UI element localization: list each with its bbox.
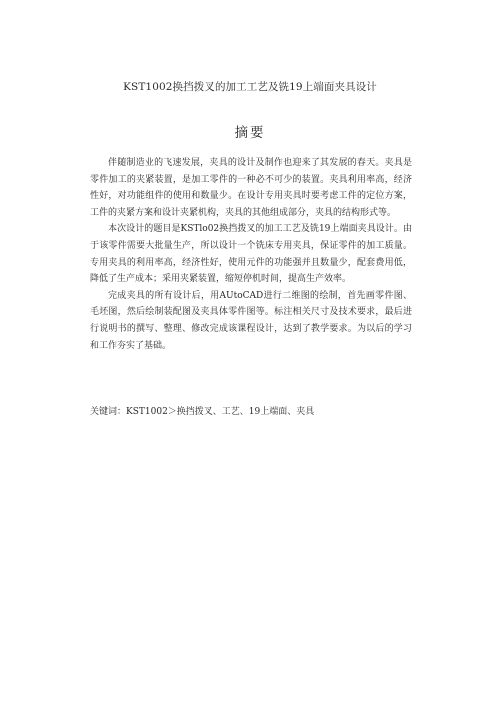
abstract-heading: 摘要 <box>234 125 266 141</box>
abstract-paragraph-3: 完成夹具的所有设计后，用AUtoCAD进行二维图的绘制，首先画零件图、毛坯图，然后绘制装配图及夹具体零件图等。标注相关尺寸及技术要求，最后进行说明书的撰写、整理、修改完成该课程设计，达到了教学要求。为以后的学习和工作夯实了基础。 <box>90 290 412 351</box>
abstract-paragraph-2: 本次设计的题目是KSTlo02换挡拨叉的加工工艺及铣19上端面夹具设计。由于该零件需要大批量生产，所以设计一个铣床专用夹具，保证零件的加工质量。专用夹具的利用率高，经济性好，使用元件的功能强并且数量少，配套费用低，降低了生产成本；采用夹紧装置，缩短停机时间，提高生产效率。 <box>90 224 412 285</box>
document-title: KST1002换挡拨叉的加工工艺及铣19上端面夹具设计 <box>123 81 377 93</box>
keywords-line: 关键词：KST1002＞换挡拨叉、工艺、19上端面、夹具 <box>90 407 315 417</box>
abstract-body <box>90 155 412 354</box>
abstract-paragraph-1: 伴随制造业的飞速发展，夹具的设计及制作也迎来了其发展的春天。夹具是零件加工的夹紧装置，是加工零件的一种必不可少的装置。夹具利用率高，经济性好，对功能组件的使用和数量少。在设计专用夹具时要考虑工件的定位方案，工件的夹紧方案和设计夹紧机构，夹具的其他组成部分，夹具的结构形式等。 <box>90 158 412 218</box>
